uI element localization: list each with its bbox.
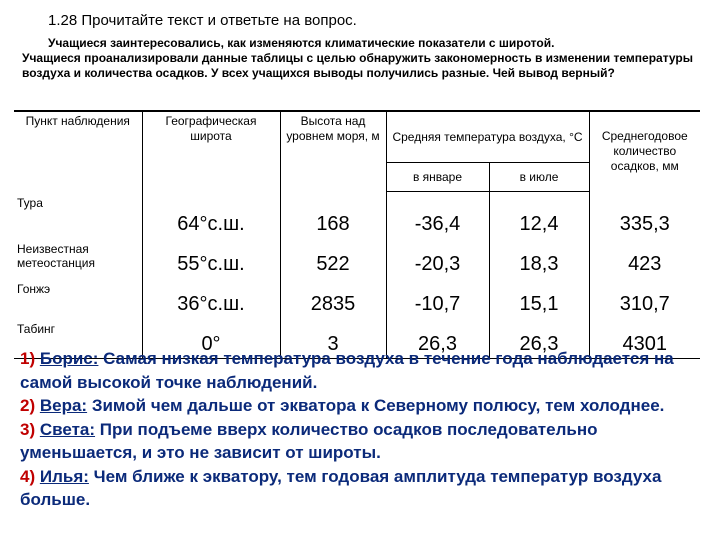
student-name: Вера:	[39, 396, 88, 415]
task-header	[22, 12, 712, 81]
answer-option-4	[20, 465, 710, 512]
cell-july: 18,3	[489, 238, 589, 278]
cell-precipitation: 335,3	[589, 192, 700, 238]
header-temperature: Средняя температура воздуха, °С	[386, 111, 589, 163]
cell-latitude: 0°	[142, 318, 280, 359]
cell-january: 26,3	[386, 318, 489, 359]
answer-text: Самая низкая температура воздуха в течение года наблюдается на самой высокой точке наблюдений.	[20, 349, 674, 392]
student-name: Света:	[39, 419, 96, 439]
intro-paragraph-2: Учащиеся проанализировали данные таблицы с целью обнаружить закономерность в изменении температуры воздуха и количества осадков. У всех учащихся выводы получились разные. Чей вывод верный?	[22, 51, 693, 80]
cell-latitude: 64°с.ш.	[142, 192, 280, 238]
cell-name: Табинг	[14, 318, 142, 359]
student-name: Борис:	[39, 349, 99, 368]
intro-paragraph-1: Учащиеся заинтересовались, как изменяются климатические показатели с широтой.	[48, 36, 555, 50]
answer-number: 1)	[20, 349, 36, 368]
table-row	[14, 192, 700, 238]
cell-latitude: 36°с.ш.	[142, 278, 280, 318]
cell-january: -20,3	[386, 238, 489, 278]
header-january: в январе	[386, 163, 489, 192]
header-point: Пункт наблюдения	[14, 111, 142, 192]
answer-option-3	[20, 418, 710, 465]
answer-option-2	[20, 394, 710, 418]
cell-july: 15,1	[489, 278, 589, 318]
header-precipitation: Среднегодовое количество осадков, мм	[589, 111, 700, 192]
cell-precipitation: 4301	[589, 318, 700, 359]
task-title: 1.28 Прочитайте текст и ответьте на вопрос.	[48, 12, 357, 29]
cell-january: -10,7	[386, 278, 489, 318]
answer-number: 3)	[20, 419, 36, 439]
cell-name: Гонжэ	[17, 281, 51, 296]
answer-text: Зимой чем дальше от экватора к Северному полюсу, тем холоднее.	[91, 396, 665, 415]
table-row	[14, 278, 700, 318]
climate-table	[14, 110, 700, 359]
answer-number: 2)	[20, 396, 36, 415]
header-altitude: Высота над уровнем моря, м	[280, 111, 386, 192]
cell-precipitation: 423	[589, 238, 700, 278]
answer-number: 4)	[20, 466, 36, 486]
cell-january: -36,4	[386, 192, 489, 238]
cell-latitude: 55°с.ш.	[142, 238, 280, 278]
cell-july: 26,3	[489, 318, 589, 359]
header-latitude: Географическая широта	[142, 111, 280, 192]
header-july: в июле	[489, 163, 589, 192]
task-intro	[22, 36, 712, 81]
answer-text: При подъеме вверх количество осадков последовательно уменьшается, и это не зависит от широты.	[20, 419, 598, 462]
cell-july: 12,4	[489, 192, 589, 238]
cell-name: Тура	[17, 195, 43, 210]
answer-text: Чем ближе к экватору, тем годовая амплитуда температур воздуха больше.	[20, 466, 662, 509]
cell-altitude: 2835	[280, 278, 386, 318]
answer-option-1	[20, 347, 710, 394]
cell-altitude: 522	[280, 238, 386, 278]
table-row	[14, 238, 700, 278]
cell-altitude: 168	[280, 192, 386, 238]
cell-name: Неизвестная метеостанция	[17, 241, 95, 270]
student-name: Илья:	[39, 466, 89, 486]
answer-options	[20, 347, 710, 512]
cell-altitude: 3	[280, 318, 386, 359]
cell-precipitation: 310,7	[589, 278, 700, 318]
